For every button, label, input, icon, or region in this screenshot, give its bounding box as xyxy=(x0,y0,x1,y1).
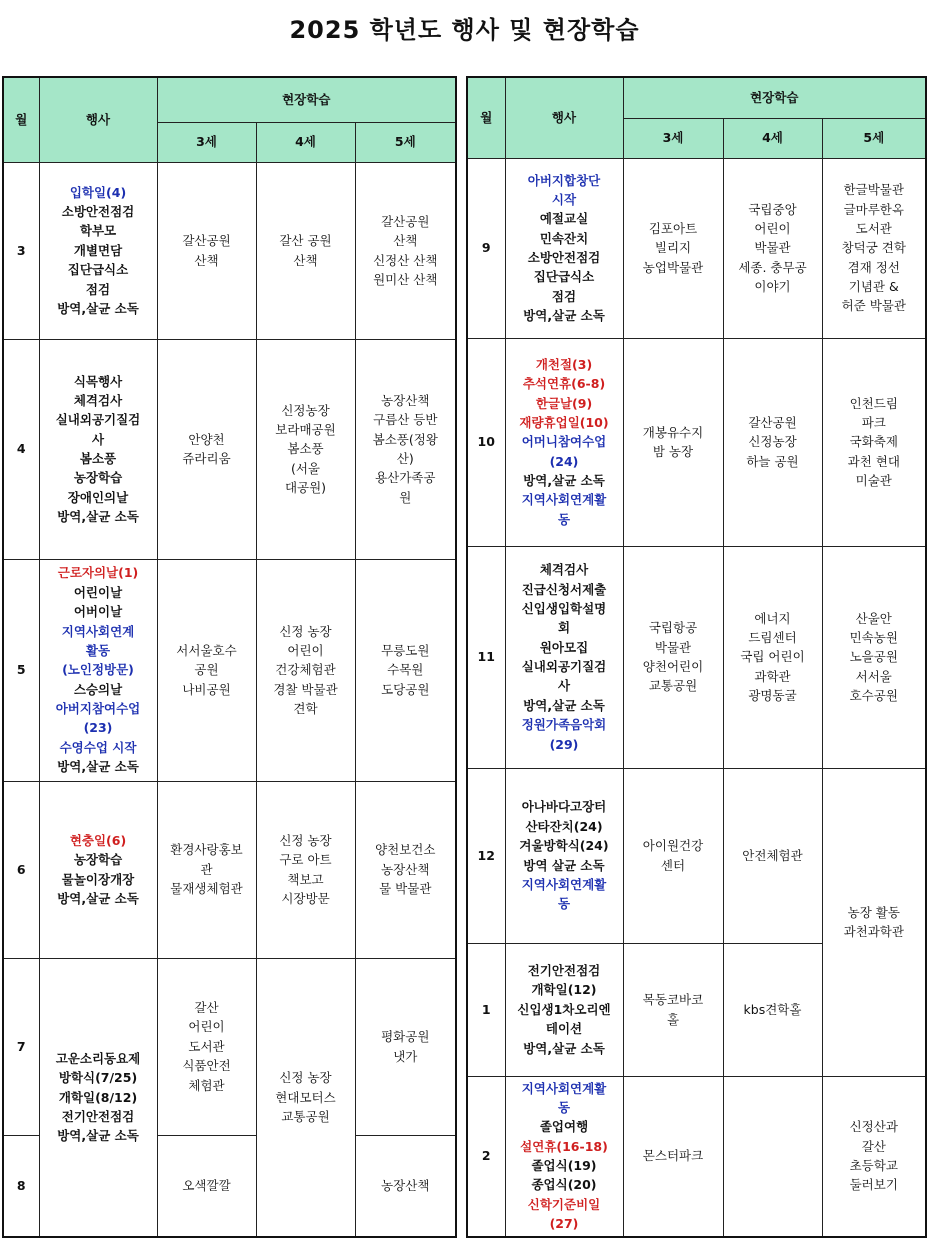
event-item: 개학일(8/12) xyxy=(58,1089,138,1105)
field-trip-line: 국립중앙 xyxy=(748,201,797,217)
field-trip-line: 농장산책 xyxy=(381,1178,430,1194)
field-trip-line: 갈산 공원 xyxy=(279,233,332,249)
event-item: 민속잔치 xyxy=(539,230,589,246)
field-trip-age4-cell xyxy=(723,338,822,546)
event-item: 아나바다고장터 xyxy=(521,799,607,815)
event-item: (23) xyxy=(83,720,113,736)
field-trip-line: 센터 xyxy=(660,857,686,873)
schedule-table-left xyxy=(2,76,457,1238)
event-item: 지역사회연계활 xyxy=(521,492,607,508)
field-trip-line: 갈산 xyxy=(194,1000,219,1016)
field-trip-age3-cell xyxy=(157,339,256,559)
field-trip-age5-cell xyxy=(355,958,456,1135)
page-title: 2025 학년도 행사 및 현장학습 xyxy=(289,16,640,44)
event-item: 집단급식소 xyxy=(533,269,595,285)
field-trip-line: 세종. 충무공 xyxy=(738,259,807,275)
table-row xyxy=(467,546,926,768)
field-trip-age3-cell xyxy=(623,338,723,546)
field-trip-line: 교통공원 xyxy=(648,678,698,694)
field-trip-line: kbs견학홀 xyxy=(743,1001,802,1017)
event-item: (24) xyxy=(549,453,579,469)
field-trip-line: 갈산공원 xyxy=(381,213,430,229)
event-item: 설연휴(16-18) xyxy=(520,1138,608,1154)
field-trip-line: 산책 xyxy=(393,233,418,249)
field-trip-line: 신정산 산책 xyxy=(373,252,438,268)
event-item: 어린이날 xyxy=(73,584,123,600)
field-trip-line: 봄소풍(정왕 xyxy=(372,431,438,447)
field-trip-age3-cell xyxy=(157,162,256,339)
field-trip-line: 박물관 xyxy=(754,240,791,256)
field-trip-line: 에너지 xyxy=(754,610,791,626)
field-trip-line: 체험관 xyxy=(188,1077,225,1093)
month-cell: 4 xyxy=(3,339,39,559)
event-item: 현충일(6) xyxy=(69,832,127,848)
event-item: 신학기준비일 xyxy=(527,1196,601,1212)
schedule-table-right xyxy=(466,76,927,1238)
event-item: 사 xyxy=(91,431,105,447)
field-trip-line: 나비공원 xyxy=(182,681,231,697)
events-cell xyxy=(39,162,157,339)
field-trip-line: 신정산과 xyxy=(849,1119,898,1135)
event-item: 예절교실 xyxy=(539,211,589,227)
field-trip-line: 둘러보기 xyxy=(849,1177,898,1193)
header-age5: 5세 xyxy=(822,118,926,158)
field-trip-age5-cell xyxy=(355,1135,456,1237)
field-trip-age4-cell xyxy=(723,943,822,1076)
field-trip-age4-cell xyxy=(256,559,355,781)
field-trip-line: 산책 xyxy=(293,252,318,268)
header-event: 행사 xyxy=(39,77,157,162)
field-trip-line: 신정 농장 xyxy=(279,1070,332,1086)
event-item: 실내외공기질검 xyxy=(55,412,141,428)
field-trip-line: 과천 현대 xyxy=(847,453,900,469)
field-trip-line: 갈산공원 xyxy=(182,233,231,249)
field-trip-age5-cell xyxy=(822,546,926,768)
events-cell xyxy=(39,958,157,1237)
event-item: 신입생입학설명 xyxy=(521,600,607,616)
field-trip-age5-cell xyxy=(822,338,926,546)
field-trip-line: 민속농원 xyxy=(849,629,898,645)
field-trip-age3-cell xyxy=(623,768,723,943)
event-item: 지역사회연계활 xyxy=(521,1080,607,1096)
field-trip-line: 어린이 xyxy=(287,642,324,658)
field-trip-age5-cell xyxy=(822,158,926,338)
field-trip-line: 허준 박물관 xyxy=(841,298,906,314)
field-trip-line: 봄소풍 xyxy=(287,441,324,457)
field-trip-line: 겸재 정선 xyxy=(847,259,900,275)
field-trip-line: 보라매공원 xyxy=(275,421,336,437)
table-row xyxy=(3,559,456,781)
event-item: 개학일(12) xyxy=(531,982,597,998)
event-item: 졸업여행 xyxy=(539,1119,589,1135)
header-age4: 4세 xyxy=(723,118,822,158)
events-cell xyxy=(505,338,623,546)
header-age4: 4세 xyxy=(256,122,355,162)
header-age5: 5세 xyxy=(355,122,456,162)
events-cell xyxy=(505,768,623,943)
event-item: 추석연휴(6-8) xyxy=(522,376,606,392)
field-trip-line: 신정농장 xyxy=(748,434,797,450)
field-trip-line: 오색깔깔 xyxy=(182,1178,231,1194)
event-item: 소방안전점검 xyxy=(61,204,135,220)
field-trip-age4-cell xyxy=(723,158,822,338)
field-trip-age3-cell xyxy=(157,1135,256,1237)
event-item: 테이션 xyxy=(545,1021,583,1037)
event-item: 개별면담 xyxy=(73,242,123,258)
header-field-trip: 현장학습 xyxy=(623,77,926,118)
field-trip-line: 서서울 xyxy=(855,668,892,684)
event-item: 시작 xyxy=(551,191,577,207)
field-trip-line: 파크 xyxy=(861,414,886,430)
month-cell: 1 xyxy=(467,943,505,1076)
table-row xyxy=(467,1076,926,1237)
field-trip-age5-cell xyxy=(822,768,926,1076)
field-trip-age4-cell xyxy=(723,1076,822,1237)
event-item: 개천절(3) xyxy=(535,356,593,372)
field-trip-age5-cell xyxy=(355,781,456,958)
field-trip-line: 어린이 xyxy=(188,1019,225,1035)
field-trip-line: 박물관 xyxy=(654,639,692,655)
field-trip-line: 도서관 xyxy=(188,1038,225,1054)
field-trip-age5-cell xyxy=(822,1076,926,1237)
event-item: 방역,살균 소독 xyxy=(57,890,139,906)
field-trip-line: 식품안전 xyxy=(182,1058,231,1074)
event-item: 어머니참여수업 xyxy=(521,434,607,450)
field-trip-line: 수목원 xyxy=(387,662,424,678)
event-item: 어버이날 xyxy=(73,604,123,620)
field-trip-line: 쥬라리움 xyxy=(182,451,231,466)
field-trip-line: 환경사랑홍보 xyxy=(170,842,243,858)
event-item: 체격검사 xyxy=(73,392,123,408)
event-item: (27) xyxy=(549,1216,579,1232)
field-trip-line: 원 xyxy=(399,489,412,505)
field-trip-line: 빌리지 xyxy=(654,240,692,256)
field-trip-age3-cell xyxy=(157,559,256,781)
field-trip-age4-cell xyxy=(723,768,822,943)
field-trip-line: 양천어린이 xyxy=(642,659,704,674)
field-trip-age3-cell xyxy=(623,546,723,768)
event-item: 점검 xyxy=(551,288,577,304)
field-trip-line: 창덕궁 견학 xyxy=(841,240,906,256)
month-cell: 5 xyxy=(3,559,39,781)
field-trip-line: 농업박물관 xyxy=(642,259,704,275)
field-trip-line: 경찰 박물관 xyxy=(273,681,338,697)
field-trip-line: 공원 xyxy=(194,662,219,678)
event-item: 졸업식(19) xyxy=(531,1158,597,1173)
field-trip-line: 관 xyxy=(200,861,213,877)
field-trip-line: 아이원건강 xyxy=(642,838,704,854)
field-trip-line: 신정농장 xyxy=(281,402,330,418)
event-item: 전기안전점검 xyxy=(527,963,601,979)
month-cell: 12 xyxy=(467,768,505,943)
month-cell: 2 xyxy=(467,1076,505,1237)
event-item: 정원가족음악회 xyxy=(521,717,607,733)
field-trip-line: 신정 농장 xyxy=(279,623,332,639)
field-trip-line: 구로 아트 xyxy=(279,852,332,868)
field-trip-age5-cell xyxy=(355,559,456,781)
event-item: 진급신청서제출 xyxy=(521,581,607,597)
field-trip-line: 광명동굴 xyxy=(748,688,797,704)
field-trip-line: 하늘 공원 xyxy=(746,453,799,469)
event-item: 소방안전점검 xyxy=(527,250,601,265)
header-age3: 3세 xyxy=(157,122,256,162)
event-item: 재량휴업일(10) xyxy=(519,414,609,430)
event-item: 농장학습 xyxy=(73,852,123,868)
field-trip-line: 국립항공 xyxy=(648,620,698,636)
event-item: 종업식(20) xyxy=(531,1177,597,1193)
field-trip-line: 도당공원 xyxy=(381,681,430,697)
event-item: 방역,살균 소독 xyxy=(523,697,605,713)
field-trip-line: 교통공원 xyxy=(281,1108,330,1124)
header-age3: 3세 xyxy=(623,118,723,158)
event-item: 아버지합창단 xyxy=(527,172,601,188)
event-item: 방학식(7/25) xyxy=(58,1070,138,1086)
event-item: 방역,살균 소독 xyxy=(57,509,139,525)
month-cell: 8 xyxy=(3,1135,39,1237)
event-item: 농장학습 xyxy=(73,470,123,486)
field-trip-line: 산) xyxy=(396,451,414,466)
event-item: 고운소리동요제 xyxy=(55,1050,141,1066)
field-trip-line: 평화공원 xyxy=(381,1029,430,1045)
event-item: 집단급식소 xyxy=(67,262,129,278)
events-cell xyxy=(505,158,623,338)
event-item: (노인정방문) xyxy=(62,662,134,678)
event-item: (29) xyxy=(549,736,579,752)
event-item: 동 xyxy=(557,1099,571,1115)
event-item: 사 xyxy=(557,678,571,694)
events-cell xyxy=(39,559,157,781)
event-item: 한글날(9) xyxy=(535,395,593,411)
events-cell xyxy=(505,546,623,768)
table-row xyxy=(467,768,926,943)
events-cell xyxy=(505,943,623,1076)
field-trip-line: 물재생체험관 xyxy=(170,881,243,897)
field-trip-line: (서울 xyxy=(290,460,321,476)
table-row xyxy=(467,338,926,546)
field-trip-line: 원미산 산책 xyxy=(373,271,438,287)
event-item: 전기안전점검 xyxy=(61,1108,135,1124)
field-trip-line: 한글박물관 xyxy=(843,182,904,198)
event-item: 지역사회연계 xyxy=(61,623,135,639)
event-item: 입학일(4) xyxy=(69,184,127,200)
event-item: 실내외공기질검 xyxy=(521,659,607,674)
event-item: 활동 xyxy=(85,642,111,658)
month-cell: 11 xyxy=(467,546,505,768)
field-trip-line: 안양천 xyxy=(188,431,225,447)
header-month: 월 xyxy=(3,77,39,162)
field-trip-line: 기념관 & xyxy=(848,279,899,295)
field-trip-line: 서서울호수 xyxy=(176,642,237,658)
field-trip-line: 미술관 xyxy=(855,473,892,489)
field-trip-line: 이야기 xyxy=(754,279,791,295)
field-trip-line: 시장방문 xyxy=(281,890,330,906)
table-row xyxy=(3,958,456,1135)
event-item: 신입생1차오리엔 xyxy=(517,1001,611,1017)
event-item: 아버지참여수업 xyxy=(55,701,141,717)
event-item: 회 xyxy=(557,620,571,636)
field-trip-line: 노을공원 xyxy=(849,649,898,665)
field-trip-line: 현대모터스 xyxy=(275,1089,336,1105)
field-trip-age5-cell xyxy=(355,162,456,339)
field-trip-line: 글마루한옥 xyxy=(843,201,904,217)
field-trip-line: 인천드림 xyxy=(849,395,898,411)
field-trip-line: 도서관 xyxy=(855,220,892,236)
field-trip-age3-cell xyxy=(623,943,723,1076)
event-item: 방역,살균 소독 xyxy=(57,1128,139,1144)
event-item: 산타잔치(24) xyxy=(525,818,603,834)
field-trip-line: 건강체험관 xyxy=(275,662,336,678)
event-item: 봄소풍 xyxy=(79,451,117,466)
table-row xyxy=(3,339,456,559)
field-trip-line: 안전체험관 xyxy=(742,847,803,863)
field-trip-line: 드림센터 xyxy=(748,629,797,645)
field-trip-age4-cell xyxy=(723,546,822,768)
event-item: 점검 xyxy=(85,281,111,297)
field-trip-line: 국립 어린이 xyxy=(740,649,805,665)
events-cell xyxy=(505,1076,623,1237)
event-item: 동 xyxy=(557,896,571,912)
field-trip-line: 과학관 xyxy=(754,668,791,684)
event-item: 수영수업 시작 xyxy=(59,739,137,755)
table-row xyxy=(3,781,456,958)
event-item: 방역,살균 소독 xyxy=(523,1040,605,1056)
event-item: 방역,살균 소독 xyxy=(57,759,139,775)
field-trip-line: 농장산책 xyxy=(381,861,430,877)
field-trip-line: 갈산공원 xyxy=(748,414,797,430)
event-item: 방역,살균 소독 xyxy=(57,300,139,316)
field-trip-line: 구름산 등반 xyxy=(373,412,438,428)
field-trip-line: 신정 농장 xyxy=(279,832,332,848)
field-trip-age4-cell xyxy=(256,339,355,559)
event-item: 체격검사 xyxy=(539,562,589,578)
month-cell: 9 xyxy=(467,158,505,338)
field-trip-line: 양천보건소 xyxy=(375,842,436,858)
event-item: 지역사회연계활 xyxy=(521,876,607,892)
event-item: 스승의날 xyxy=(73,681,123,697)
field-trip-line: 국화축제 xyxy=(849,434,898,450)
field-trip-line: 몬스터파크 xyxy=(642,1148,704,1164)
field-trip-line: 대공원) xyxy=(284,480,327,496)
event-item: 원아모집 xyxy=(539,639,589,655)
events-cell xyxy=(39,339,157,559)
field-trip-line: 무릉도원 xyxy=(381,642,430,658)
event-item: 학부모 xyxy=(79,223,117,239)
table-row xyxy=(467,158,926,338)
header-month: 월 xyxy=(467,77,505,158)
field-trip-line: 호수공원 xyxy=(849,688,898,704)
field-trip-line: 초등학교 xyxy=(849,1158,898,1173)
event-item: 방역 살균 소독 xyxy=(523,857,605,873)
field-trip-line: 물 박물관 xyxy=(379,881,432,897)
event-item: 식목행사 xyxy=(73,373,123,389)
field-trip-line: 개봉유수지 xyxy=(642,424,704,440)
field-trip-age3-cell xyxy=(623,1076,723,1237)
event-item: 방역,살균 소독 xyxy=(523,473,605,489)
field-trip-line: 산책 xyxy=(194,252,219,268)
event-item: 방역,살균 소독 xyxy=(523,308,605,324)
event-item: 근로자의날(1) xyxy=(57,565,139,581)
event-item: 동 xyxy=(557,511,571,527)
month-cell: 3 xyxy=(3,162,39,339)
header-field-trip: 현장학습 xyxy=(157,77,456,122)
event-item: 장애인의날 xyxy=(67,489,129,505)
field-trip-line: 산울안 xyxy=(855,610,892,626)
month-cell: 7 xyxy=(3,958,39,1135)
month-cell: 10 xyxy=(467,338,505,546)
event-item: 겨울방학식(24) xyxy=(519,838,609,854)
field-trip-line: 책보고 xyxy=(287,871,324,887)
month-cell: 6 xyxy=(3,781,39,958)
field-trip-age4-cell xyxy=(256,958,355,1237)
field-trip-line: 목동코바코 xyxy=(642,992,704,1008)
field-trip-line: 견학 xyxy=(293,701,318,717)
events-cell xyxy=(39,781,157,958)
field-trip-line: 밤 농장 xyxy=(652,444,694,459)
header-event: 행사 xyxy=(505,77,623,158)
field-trip-age4-cell xyxy=(256,162,355,339)
field-trip-age3-cell xyxy=(157,958,256,1135)
field-trip-line: 과천과학관 xyxy=(843,924,904,939)
field-trip-line: 농장 활동 xyxy=(847,904,900,920)
field-trip-age5-cell xyxy=(355,339,456,559)
field-trip-line: 어린이 xyxy=(754,220,791,236)
field-trip-line: 홀 xyxy=(666,1011,680,1027)
field-trip-age3-cell xyxy=(157,781,256,958)
field-trip-line: 농장산책 xyxy=(381,392,430,408)
field-trip-line: 갈산 xyxy=(861,1138,886,1154)
field-trip-line: 용산가족공 xyxy=(375,470,436,486)
field-trip-age4-cell xyxy=(256,781,355,958)
field-trip-age3-cell xyxy=(623,158,723,338)
event-item: 물놀이장개장 xyxy=(61,871,135,887)
field-trip-line: 김포아트 xyxy=(648,220,698,236)
table-row xyxy=(3,162,456,339)
field-trip-line: 냇가 xyxy=(393,1048,418,1064)
